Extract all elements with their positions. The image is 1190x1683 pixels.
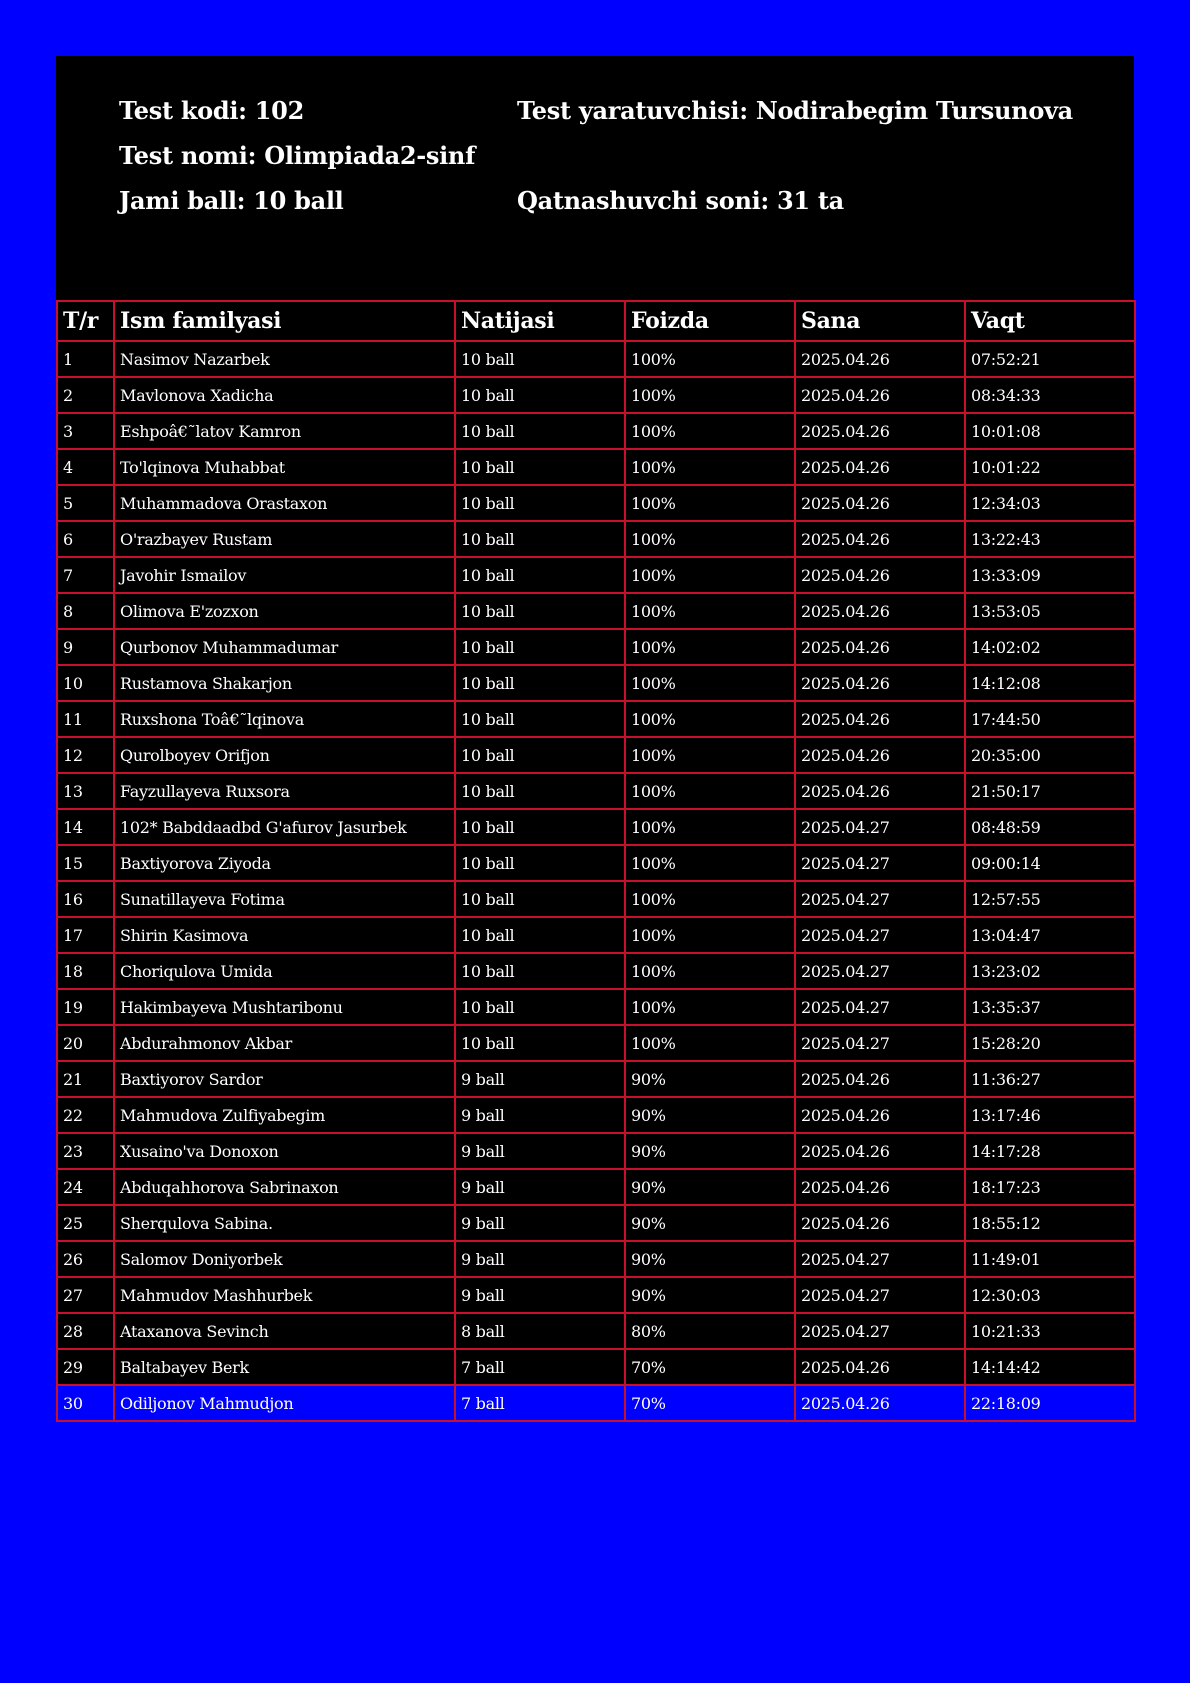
date-cell: 2025.04.26 bbox=[795, 1349, 965, 1385]
row-number-cell: 7 bbox=[57, 557, 114, 593]
student-name-cell: Sherqulova Sabina. bbox=[114, 1205, 455, 1241]
score-cell: 9 ball bbox=[455, 1277, 625, 1313]
time-cell: 12:30:03 bbox=[965, 1277, 1135, 1313]
percent-cell: 100% bbox=[625, 557, 795, 593]
percent-cell: 70% bbox=[625, 1385, 795, 1421]
date-cell: 2025.04.26 bbox=[795, 1097, 965, 1133]
row-number-cell: 6 bbox=[57, 521, 114, 557]
date-cell: 2025.04.27 bbox=[795, 881, 965, 917]
score-cell: 10 ball bbox=[455, 917, 625, 953]
time-cell: 10:01:22 bbox=[965, 449, 1135, 485]
table-row bbox=[57, 449, 1135, 485]
header-col-time: Vaqt bbox=[965, 301, 1135, 341]
percent-cell: 100% bbox=[625, 953, 795, 989]
percent-cell: 100% bbox=[625, 341, 795, 377]
time-cell: 13:04:47 bbox=[965, 917, 1135, 953]
results-table bbox=[56, 300, 1136, 1422]
time-cell: 14:14:42 bbox=[965, 1349, 1135, 1385]
percent-cell: 100% bbox=[625, 1025, 795, 1061]
date-cell: 2025.04.27 bbox=[795, 845, 965, 881]
student-name-cell: Abduqahhorova Sabrinaxon bbox=[114, 1169, 455, 1205]
score-cell: 10 ball bbox=[455, 701, 625, 737]
student-name-cell: Shirin Kasimova bbox=[114, 917, 455, 953]
percent-cell: 100% bbox=[625, 485, 795, 521]
student-name-cell: Qurbonov Muhammadumar bbox=[114, 629, 455, 665]
table-row bbox=[57, 989, 1135, 1025]
table-row bbox=[57, 1097, 1135, 1133]
date-cell: 2025.04.27 bbox=[795, 1277, 965, 1313]
table-row bbox=[57, 557, 1135, 593]
test-info-header bbox=[56, 56, 1134, 300]
score-cell: 10 ball bbox=[455, 341, 625, 377]
percent-cell: 100% bbox=[625, 413, 795, 449]
table-row bbox=[57, 917, 1135, 953]
table-row bbox=[57, 1133, 1135, 1169]
table-row bbox=[57, 1205, 1135, 1241]
date-cell: 2025.04.26 bbox=[795, 1061, 965, 1097]
row-number-cell: 4 bbox=[57, 449, 114, 485]
time-cell: 12:34:03 bbox=[965, 485, 1135, 521]
student-name-cell: To'lqinova Muhabbat bbox=[114, 449, 455, 485]
student-name-cell: Ataxanova Sevinch bbox=[114, 1313, 455, 1349]
percent-cell: 100% bbox=[625, 521, 795, 557]
student-name-cell: Ruxshona Toâ€˜lqinova bbox=[114, 701, 455, 737]
date-cell: 2025.04.26 bbox=[795, 701, 965, 737]
participant-count: Qatnashuvchi soni: 31 ta bbox=[517, 186, 844, 215]
percent-cell: 90% bbox=[625, 1205, 795, 1241]
time-cell: 14:17:28 bbox=[965, 1133, 1135, 1169]
student-name-cell: Abdurahmonov Akbar bbox=[114, 1025, 455, 1061]
student-name-cell: O'razbayev Rustam bbox=[114, 521, 455, 557]
date-cell: 2025.04.26 bbox=[795, 593, 965, 629]
time-cell: 18:55:12 bbox=[965, 1205, 1135, 1241]
table-row bbox=[57, 1169, 1135, 1205]
score-cell: 7 ball bbox=[455, 1385, 625, 1421]
score-cell: 10 ball bbox=[455, 629, 625, 665]
table-row bbox=[57, 521, 1135, 557]
student-name-cell: Javohir Ismailov bbox=[114, 557, 455, 593]
score-cell: 10 ball bbox=[455, 1025, 625, 1061]
date-cell: 2025.04.26 bbox=[795, 1385, 965, 1421]
table-row bbox=[57, 1061, 1135, 1097]
time-cell: 15:28:20 bbox=[965, 1025, 1135, 1061]
time-cell: 14:12:08 bbox=[965, 665, 1135, 701]
student-name-cell: Choriqulova Umida bbox=[114, 953, 455, 989]
student-name-cell: Odiljonov Mahmudjon bbox=[114, 1385, 455, 1421]
percent-cell: 90% bbox=[625, 1169, 795, 1205]
date-cell: 2025.04.26 bbox=[795, 665, 965, 701]
header-col-name: Ism familyasi bbox=[114, 301, 455, 341]
score-cell: 10 ball bbox=[455, 413, 625, 449]
table-row bbox=[57, 413, 1135, 449]
row-number-cell: 11 bbox=[57, 701, 114, 737]
table-row bbox=[57, 809, 1135, 845]
table-row bbox=[57, 881, 1135, 917]
date-cell: 2025.04.26 bbox=[795, 1133, 965, 1169]
table-row bbox=[57, 485, 1135, 521]
table-row bbox=[57, 1313, 1135, 1349]
date-cell: 2025.04.26 bbox=[795, 1205, 965, 1241]
student-name-cell: Salomov Doniyorbek bbox=[114, 1241, 455, 1277]
time-cell: 11:49:01 bbox=[965, 1241, 1135, 1277]
score-cell: 9 ball bbox=[455, 1205, 625, 1241]
student-name-cell: Olimova E'zozxon bbox=[114, 593, 455, 629]
row-number-cell: 27 bbox=[57, 1277, 114, 1313]
date-cell: 2025.04.27 bbox=[795, 989, 965, 1025]
row-number-cell: 23 bbox=[57, 1133, 114, 1169]
row-number-cell: 12 bbox=[57, 737, 114, 773]
date-cell: 2025.04.26 bbox=[795, 521, 965, 557]
table-row bbox=[57, 341, 1135, 377]
student-name-cell: Baxtiyorov Sardor bbox=[114, 1061, 455, 1097]
date-cell: 2025.04.26 bbox=[795, 377, 965, 413]
time-cell: 10:21:33 bbox=[965, 1313, 1135, 1349]
header-col-date: Sana bbox=[795, 301, 965, 341]
date-cell: 2025.04.26 bbox=[795, 1169, 965, 1205]
time-cell: 13:22:43 bbox=[965, 521, 1135, 557]
score-cell: 10 ball bbox=[455, 953, 625, 989]
score-cell: 10 ball bbox=[455, 521, 625, 557]
percent-cell: 100% bbox=[625, 701, 795, 737]
test-code: Test kodi: 102 bbox=[119, 96, 304, 125]
score-cell: 8 ball bbox=[455, 1313, 625, 1349]
date-cell: 2025.04.26 bbox=[795, 557, 965, 593]
score-cell: 10 ball bbox=[455, 845, 625, 881]
student-name-cell: 102* Babddaadbd G'afurov Jasurbek bbox=[114, 809, 455, 845]
percent-cell: 90% bbox=[625, 1241, 795, 1277]
row-number-cell: 14 bbox=[57, 809, 114, 845]
time-cell: 13:53:05 bbox=[965, 593, 1135, 629]
date-cell: 2025.04.27 bbox=[795, 953, 965, 989]
score-cell: 10 ball bbox=[455, 809, 625, 845]
student-name-cell: Qurolboyev Orifjon bbox=[114, 737, 455, 773]
table-row bbox=[57, 845, 1135, 881]
student-name-cell: Rustamova Shakarjon bbox=[114, 665, 455, 701]
table-row bbox=[57, 701, 1135, 737]
test-author: Test yaratuvchisi: Nodirabegim Tursunova bbox=[517, 96, 1073, 125]
percent-cell: 100% bbox=[625, 773, 795, 809]
score-cell: 10 ball bbox=[455, 773, 625, 809]
score-cell: 10 ball bbox=[455, 737, 625, 773]
score-cell: 9 ball bbox=[455, 1169, 625, 1205]
test-name: Test nomi: Olimpiada2-sinf bbox=[119, 141, 476, 170]
percent-cell: 90% bbox=[625, 1277, 795, 1313]
percent-cell: 100% bbox=[625, 629, 795, 665]
score-cell: 9 ball bbox=[455, 1097, 625, 1133]
time-cell: 08:48:59 bbox=[965, 809, 1135, 845]
percent-cell: 100% bbox=[625, 809, 795, 845]
percent-cell: 90% bbox=[625, 1097, 795, 1133]
percent-cell: 100% bbox=[625, 665, 795, 701]
score-cell: 10 ball bbox=[455, 449, 625, 485]
date-cell: 2025.04.26 bbox=[795, 449, 965, 485]
table-row bbox=[57, 1349, 1135, 1385]
date-cell: 2025.04.27 bbox=[795, 1025, 965, 1061]
time-cell: 08:34:33 bbox=[965, 377, 1135, 413]
time-cell: 13:33:09 bbox=[965, 557, 1135, 593]
date-cell: 2025.04.26 bbox=[795, 773, 965, 809]
score-cell: 10 ball bbox=[455, 377, 625, 413]
total-score: Jami ball: 10 ball bbox=[119, 186, 344, 215]
row-number-cell: 1 bbox=[57, 341, 114, 377]
score-cell: 10 ball bbox=[455, 881, 625, 917]
table-body bbox=[57, 341, 1135, 1421]
percent-cell: 80% bbox=[625, 1313, 795, 1349]
time-cell: 21:50:17 bbox=[965, 773, 1135, 809]
row-number-cell: 3 bbox=[57, 413, 114, 449]
row-number-cell: 22 bbox=[57, 1097, 114, 1133]
time-cell: 11:36:27 bbox=[965, 1061, 1135, 1097]
percent-cell: 100% bbox=[625, 449, 795, 485]
date-cell: 2025.04.26 bbox=[795, 341, 965, 377]
row-number-cell: 15 bbox=[57, 845, 114, 881]
row-number-cell: 5 bbox=[57, 485, 114, 521]
time-cell: 13:23:02 bbox=[965, 953, 1135, 989]
table-row bbox=[57, 953, 1135, 989]
row-number-cell: 20 bbox=[57, 1025, 114, 1061]
student-name-cell: Baxtiyorova Ziyoda bbox=[114, 845, 455, 881]
date-cell: 2025.04.26 bbox=[795, 485, 965, 521]
table-row bbox=[57, 1385, 1135, 1421]
table-header-row bbox=[57, 301, 1135, 341]
table-row bbox=[57, 629, 1135, 665]
percent-cell: 100% bbox=[625, 881, 795, 917]
row-number-cell: 28 bbox=[57, 1313, 114, 1349]
row-number-cell: 16 bbox=[57, 881, 114, 917]
student-name-cell: Nasimov Nazarbek bbox=[114, 341, 455, 377]
score-cell: 7 ball bbox=[455, 1349, 625, 1385]
row-number-cell: 10 bbox=[57, 665, 114, 701]
table-row bbox=[57, 593, 1135, 629]
table-row bbox=[57, 737, 1135, 773]
time-cell: 22:18:09 bbox=[965, 1385, 1135, 1421]
time-cell: 13:17:46 bbox=[965, 1097, 1135, 1133]
date-cell: 2025.04.27 bbox=[795, 809, 965, 845]
score-cell: 9 ball bbox=[455, 1241, 625, 1277]
score-cell: 10 ball bbox=[455, 485, 625, 521]
time-cell: 18:17:23 bbox=[965, 1169, 1135, 1205]
row-number-cell: 21 bbox=[57, 1061, 114, 1097]
row-number-cell: 19 bbox=[57, 989, 114, 1025]
percent-cell: 100% bbox=[625, 845, 795, 881]
time-cell: 13:35:37 bbox=[965, 989, 1135, 1025]
percent-cell: 90% bbox=[625, 1061, 795, 1097]
date-cell: 2025.04.26 bbox=[795, 629, 965, 665]
percent-cell: 100% bbox=[625, 989, 795, 1025]
row-number-cell: 18 bbox=[57, 953, 114, 989]
date-cell: 2025.04.27 bbox=[795, 1313, 965, 1349]
percent-cell: 100% bbox=[625, 737, 795, 773]
date-cell: 2025.04.26 bbox=[795, 737, 965, 773]
score-cell: 9 ball bbox=[455, 1061, 625, 1097]
table-row bbox=[57, 1277, 1135, 1313]
table-row bbox=[57, 773, 1135, 809]
time-cell: 07:52:21 bbox=[965, 341, 1135, 377]
student-name-cell: Fayzullayeva Ruxsora bbox=[114, 773, 455, 809]
results-sheet bbox=[56, 56, 1134, 1422]
student-name-cell: Baltabayev Berk bbox=[114, 1349, 455, 1385]
time-cell: 20:35:00 bbox=[965, 737, 1135, 773]
table-row bbox=[57, 377, 1135, 413]
time-cell: 14:02:02 bbox=[965, 629, 1135, 665]
score-cell: 10 ball bbox=[455, 665, 625, 701]
time-cell: 09:00:14 bbox=[965, 845, 1135, 881]
row-number-cell: 30 bbox=[57, 1385, 114, 1421]
table-row bbox=[57, 1025, 1135, 1061]
date-cell: 2025.04.27 bbox=[795, 917, 965, 953]
row-number-cell: 24 bbox=[57, 1169, 114, 1205]
score-cell: 9 ball bbox=[455, 1133, 625, 1169]
date-cell: 2025.04.27 bbox=[795, 1241, 965, 1277]
percent-cell: 100% bbox=[625, 377, 795, 413]
student-name-cell: Mavlonova Xadicha bbox=[114, 377, 455, 413]
time-cell: 17:44:50 bbox=[965, 701, 1135, 737]
score-cell: 10 ball bbox=[455, 557, 625, 593]
table-row bbox=[57, 665, 1135, 701]
row-number-cell: 9 bbox=[57, 629, 114, 665]
row-number-cell: 29 bbox=[57, 1349, 114, 1385]
score-cell: 10 ball bbox=[455, 593, 625, 629]
percent-cell: 100% bbox=[625, 593, 795, 629]
table-row bbox=[57, 1241, 1135, 1277]
student-name-cell: Eshpoâ€˜latov Kamron bbox=[114, 413, 455, 449]
row-number-cell: 25 bbox=[57, 1205, 114, 1241]
header-col-percent: Foizda bbox=[625, 301, 795, 341]
student-name-cell: Mahmudova Zulfiyabegim bbox=[114, 1097, 455, 1133]
row-number-cell: 2 bbox=[57, 377, 114, 413]
time-cell: 12:57:55 bbox=[965, 881, 1135, 917]
student-name-cell: Hakimbayeva Mushtaribonu bbox=[114, 989, 455, 1025]
row-number-cell: 17 bbox=[57, 917, 114, 953]
header-col-number: T/r bbox=[57, 301, 114, 341]
row-number-cell: 26 bbox=[57, 1241, 114, 1277]
percent-cell: 70% bbox=[625, 1349, 795, 1385]
student-name-cell: Sunatillayeva Fotima bbox=[114, 881, 455, 917]
date-cell: 2025.04.26 bbox=[795, 413, 965, 449]
time-cell: 10:01:08 bbox=[965, 413, 1135, 449]
percent-cell: 100% bbox=[625, 917, 795, 953]
score-cell: 10 ball bbox=[455, 989, 625, 1025]
percent-cell: 90% bbox=[625, 1133, 795, 1169]
student-name-cell: Xusaino'va Donoxon bbox=[114, 1133, 455, 1169]
row-number-cell: 8 bbox=[57, 593, 114, 629]
student-name-cell: Muhammadova Orastaxon bbox=[114, 485, 455, 521]
header-col-result: Natijasi bbox=[455, 301, 625, 341]
row-number-cell: 13 bbox=[57, 773, 114, 809]
student-name-cell: Mahmudov Mashhurbek bbox=[114, 1277, 455, 1313]
